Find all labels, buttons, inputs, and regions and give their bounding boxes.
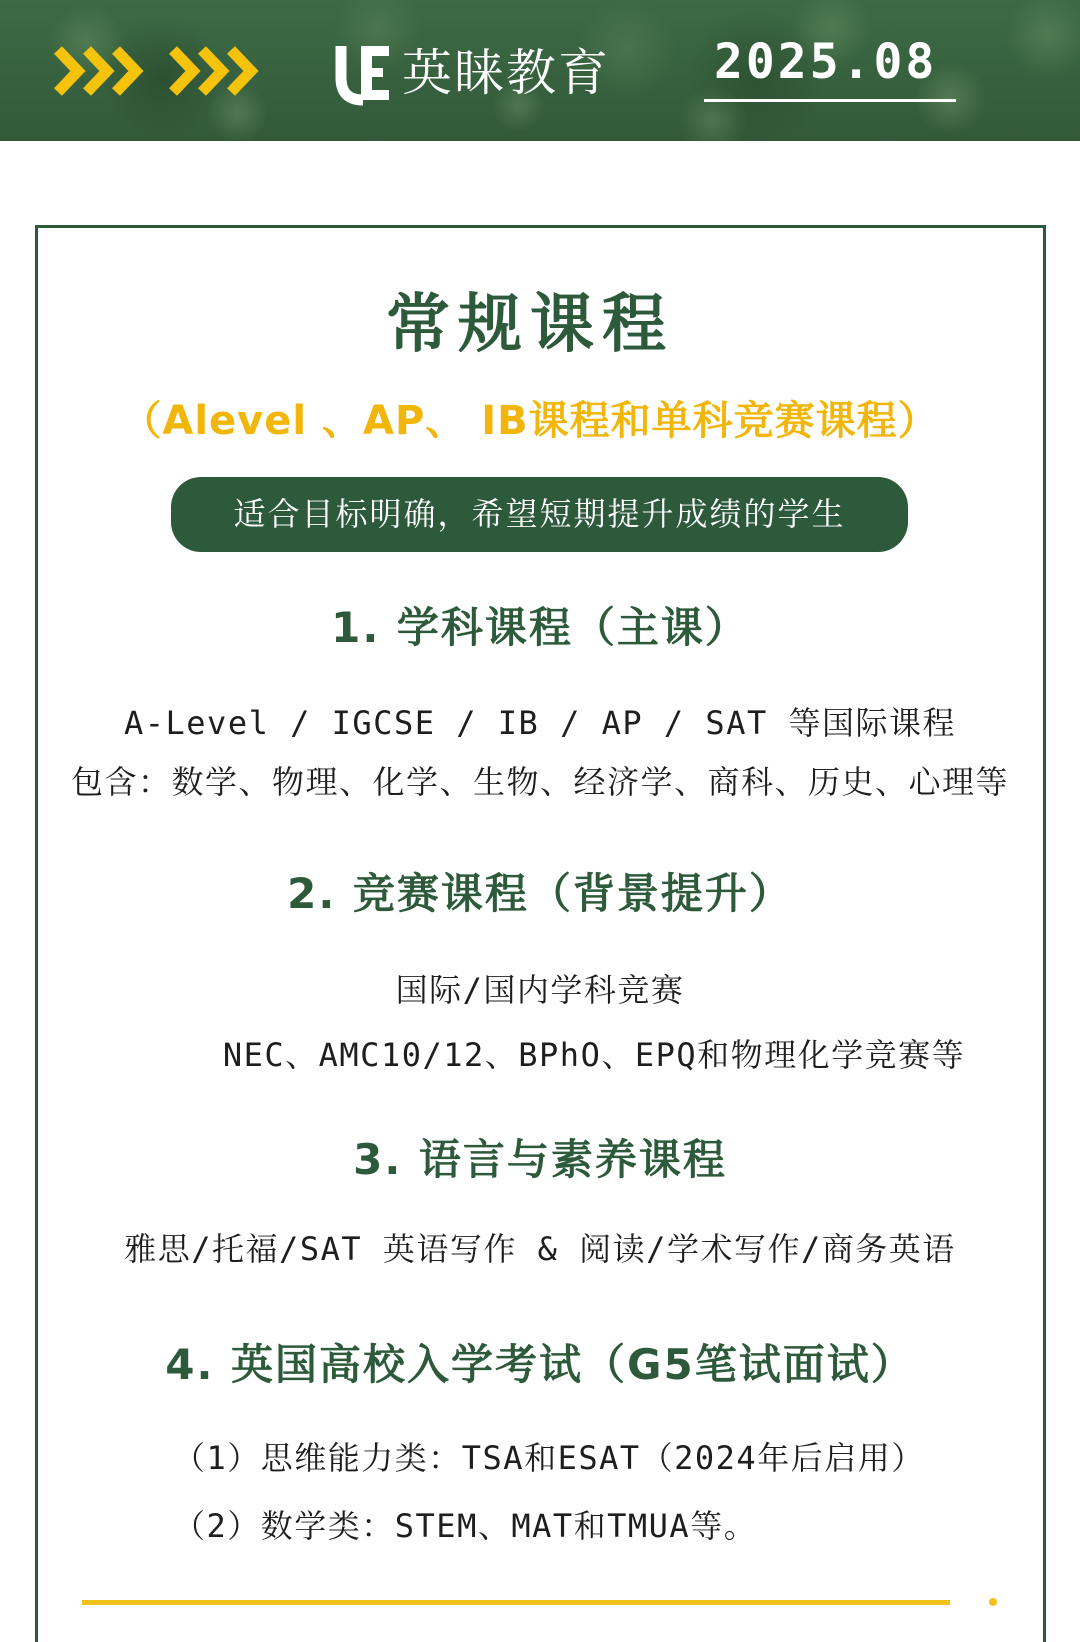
date-underline bbox=[704, 99, 956, 102]
section-line: 雅思/托福/SAT 英语写作 & 阅读/学术写作/商务英语 bbox=[124, 1230, 956, 1268]
chevron-right-icon bbox=[168, 46, 260, 96]
section-line: （1）思维能力类：TSA和ESAT（2024年后启用） bbox=[173, 1439, 925, 1477]
header-banner bbox=[0, 0, 1080, 141]
bottom-divider bbox=[82, 1600, 950, 1605]
section-heading-competition-courses: 2. 竞赛课程（背景提升） bbox=[287, 869, 793, 918]
section-line: 国际/国内学科竞赛 bbox=[395, 971, 685, 1009]
chevron-right-icon bbox=[53, 46, 145, 96]
brand-name: 英睐教育 bbox=[402, 44, 610, 102]
page-subtitle: （Alevel 、AP、 IB课程和单科竞赛课程） bbox=[121, 398, 939, 444]
page-title: 常规课程 bbox=[386, 288, 674, 362]
ue-logo-icon bbox=[333, 42, 393, 106]
section-heading-language-courses: 3. 语言与素养课程 bbox=[353, 1135, 727, 1184]
issue-date: 2025.08 bbox=[714, 34, 938, 90]
audience-badge: 适合目标明确，希望短期提升成绩的学生 bbox=[171, 477, 908, 552]
section-heading-subject-courses: 1. 学科课程（主课） bbox=[331, 603, 749, 652]
section-heading-admission-tests: 4. 英国高校入学考试（G5笔试面试） bbox=[165, 1340, 915, 1389]
divider-dot bbox=[989, 1598, 997, 1606]
section-line: NEC、AMC10/12、BPhO、EPQ和物理化学竞赛等 bbox=[222, 1036, 966, 1074]
section-line: （2）数学类：STEM、MAT和TMUA等。 bbox=[173, 1507, 758, 1545]
section-line: 包含：数学、物理、化学、生物、经济学、商科、历史、心理等 bbox=[70, 763, 1009, 801]
section-line: A-Level / IGCSE / IB / AP / SAT 等国际课程 bbox=[123, 704, 956, 742]
